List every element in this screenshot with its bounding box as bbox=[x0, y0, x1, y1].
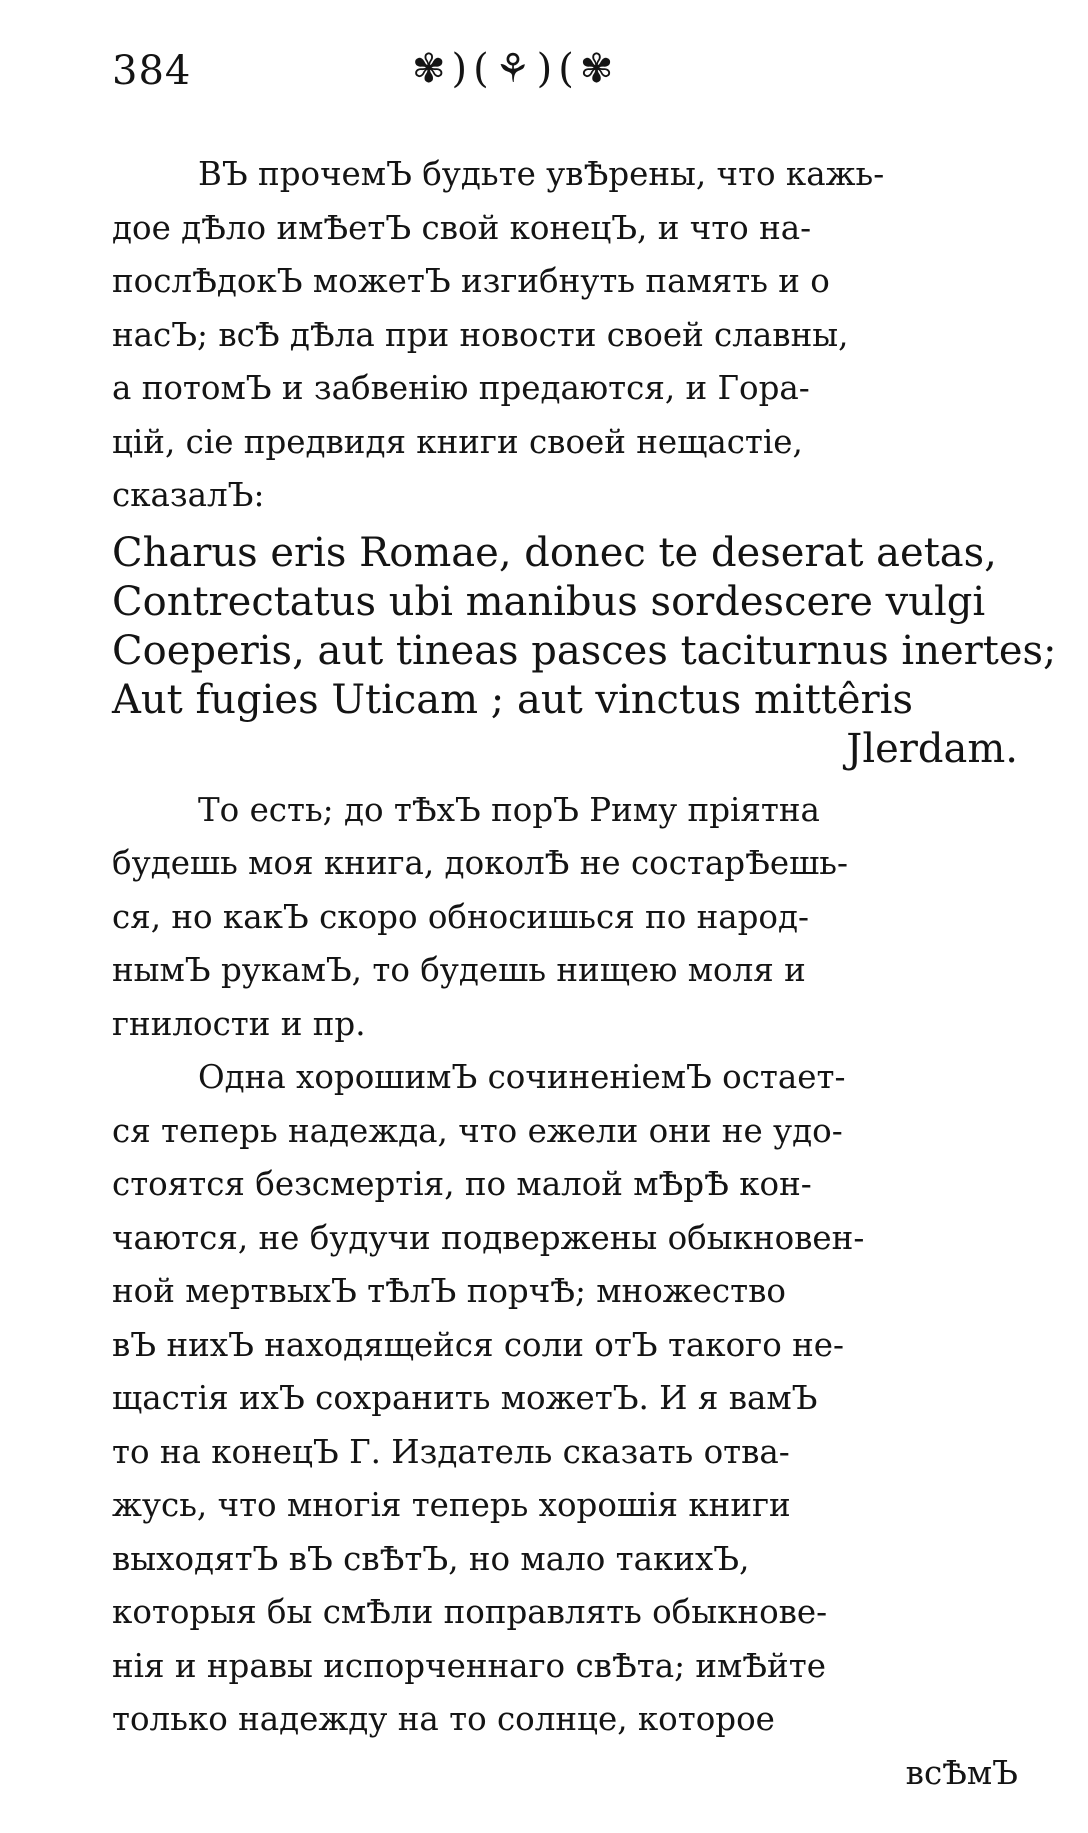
paragraph-2 bbox=[112, 784, 1018, 1052]
text-line: а потомЪ и забвенію предаются, и Гора- bbox=[112, 369, 810, 407]
text-line: нымЪ рукамЪ, то будешь нищею моля и bbox=[112, 951, 806, 989]
text-line: щастія ихЪ сохранить можетЪ. И я вамЪ bbox=[112, 1379, 818, 1417]
text-line: выходятЪ вЪ свѢтЪ, но мало такихЪ, bbox=[112, 1539, 750, 1578]
text-line: чаются, не будучи подвержены обыкновен- bbox=[112, 1218, 865, 1257]
text-line: Одна хорошимЪ сочиненіемЪ остает- bbox=[198, 1058, 846, 1096]
text-line: только надежду на то солнце, которое bbox=[112, 1700, 775, 1738]
text-line: дое дѢло имѢетЪ свой конецЪ, и что на- bbox=[112, 208, 812, 247]
text-line: нія и нравы испорченнаго свѢта; имѢйте bbox=[112, 1646, 826, 1685]
text-line: То есть; до тѢхЪ порЪ Риму пріятна bbox=[198, 790, 820, 829]
text-line: то на конецЪ Г. Издатель сказать отва- bbox=[112, 1432, 790, 1471]
latin-verse bbox=[112, 529, 1057, 774]
text-line: ВЪ прочемЪ будьте увѢрены, что кажь- bbox=[198, 155, 885, 193]
text-line: жусь, что многія теперь хорошія книги bbox=[112, 1486, 791, 1524]
text-line: цій, сіе предвидя книги своей нещастіе, bbox=[112, 422, 803, 461]
verse-line: Coeperis, aut tineas pasces taciturnus inertes; bbox=[112, 627, 1057, 674]
text-line: насЪ; всѢ дѢла при новости своей славны, bbox=[112, 315, 849, 354]
ornament-icon: ✾)(⚘)(✾ bbox=[412, 46, 620, 92]
verse-line: Aut fugies Uticam ; aut vinctus mittêris bbox=[112, 676, 913, 723]
verse-line: Jlerdam. bbox=[846, 725, 1018, 772]
paragraph-1 bbox=[112, 148, 1018, 523]
text-line: ся, но какЪ скоро обносишься по народ- bbox=[112, 897, 809, 936]
text-line: ся теперь надежда, что ежели они не удо- bbox=[112, 1111, 843, 1150]
text-line: ной мертвыхЪ тѢлЪ порчѢ; множество bbox=[112, 1272, 786, 1310]
page-header bbox=[112, 38, 1018, 148]
text-line: гнилости и пр. bbox=[112, 1004, 366, 1043]
text-line: которыя бы смѢли поправлять обыкнове- bbox=[112, 1593, 828, 1631]
verse-line: Charus eris Romae, donec te deserat aetas, bbox=[112, 529, 997, 576]
text-line: сказалЪ: bbox=[112, 476, 265, 514]
verse-line: Contrectatus ubi manibus sordescere vulgi bbox=[112, 578, 986, 625]
text-line: будешь моя книга, доколѢ не состарѢешь- bbox=[112, 844, 848, 882]
page-number: 384 bbox=[112, 48, 192, 94]
text-line: послѢдокЪ можетЪ изгибнуть память и о bbox=[112, 262, 830, 300]
catchword: всѢмЪ bbox=[905, 1753, 1018, 1792]
paragraph-3 bbox=[112, 1051, 1018, 1800]
text-line: вЪ нихЪ находящейся соли отЪ такого не- bbox=[112, 1325, 844, 1364]
text-line: стоятся безсмертія, по малой мѢрѢ кон- bbox=[112, 1165, 812, 1203]
